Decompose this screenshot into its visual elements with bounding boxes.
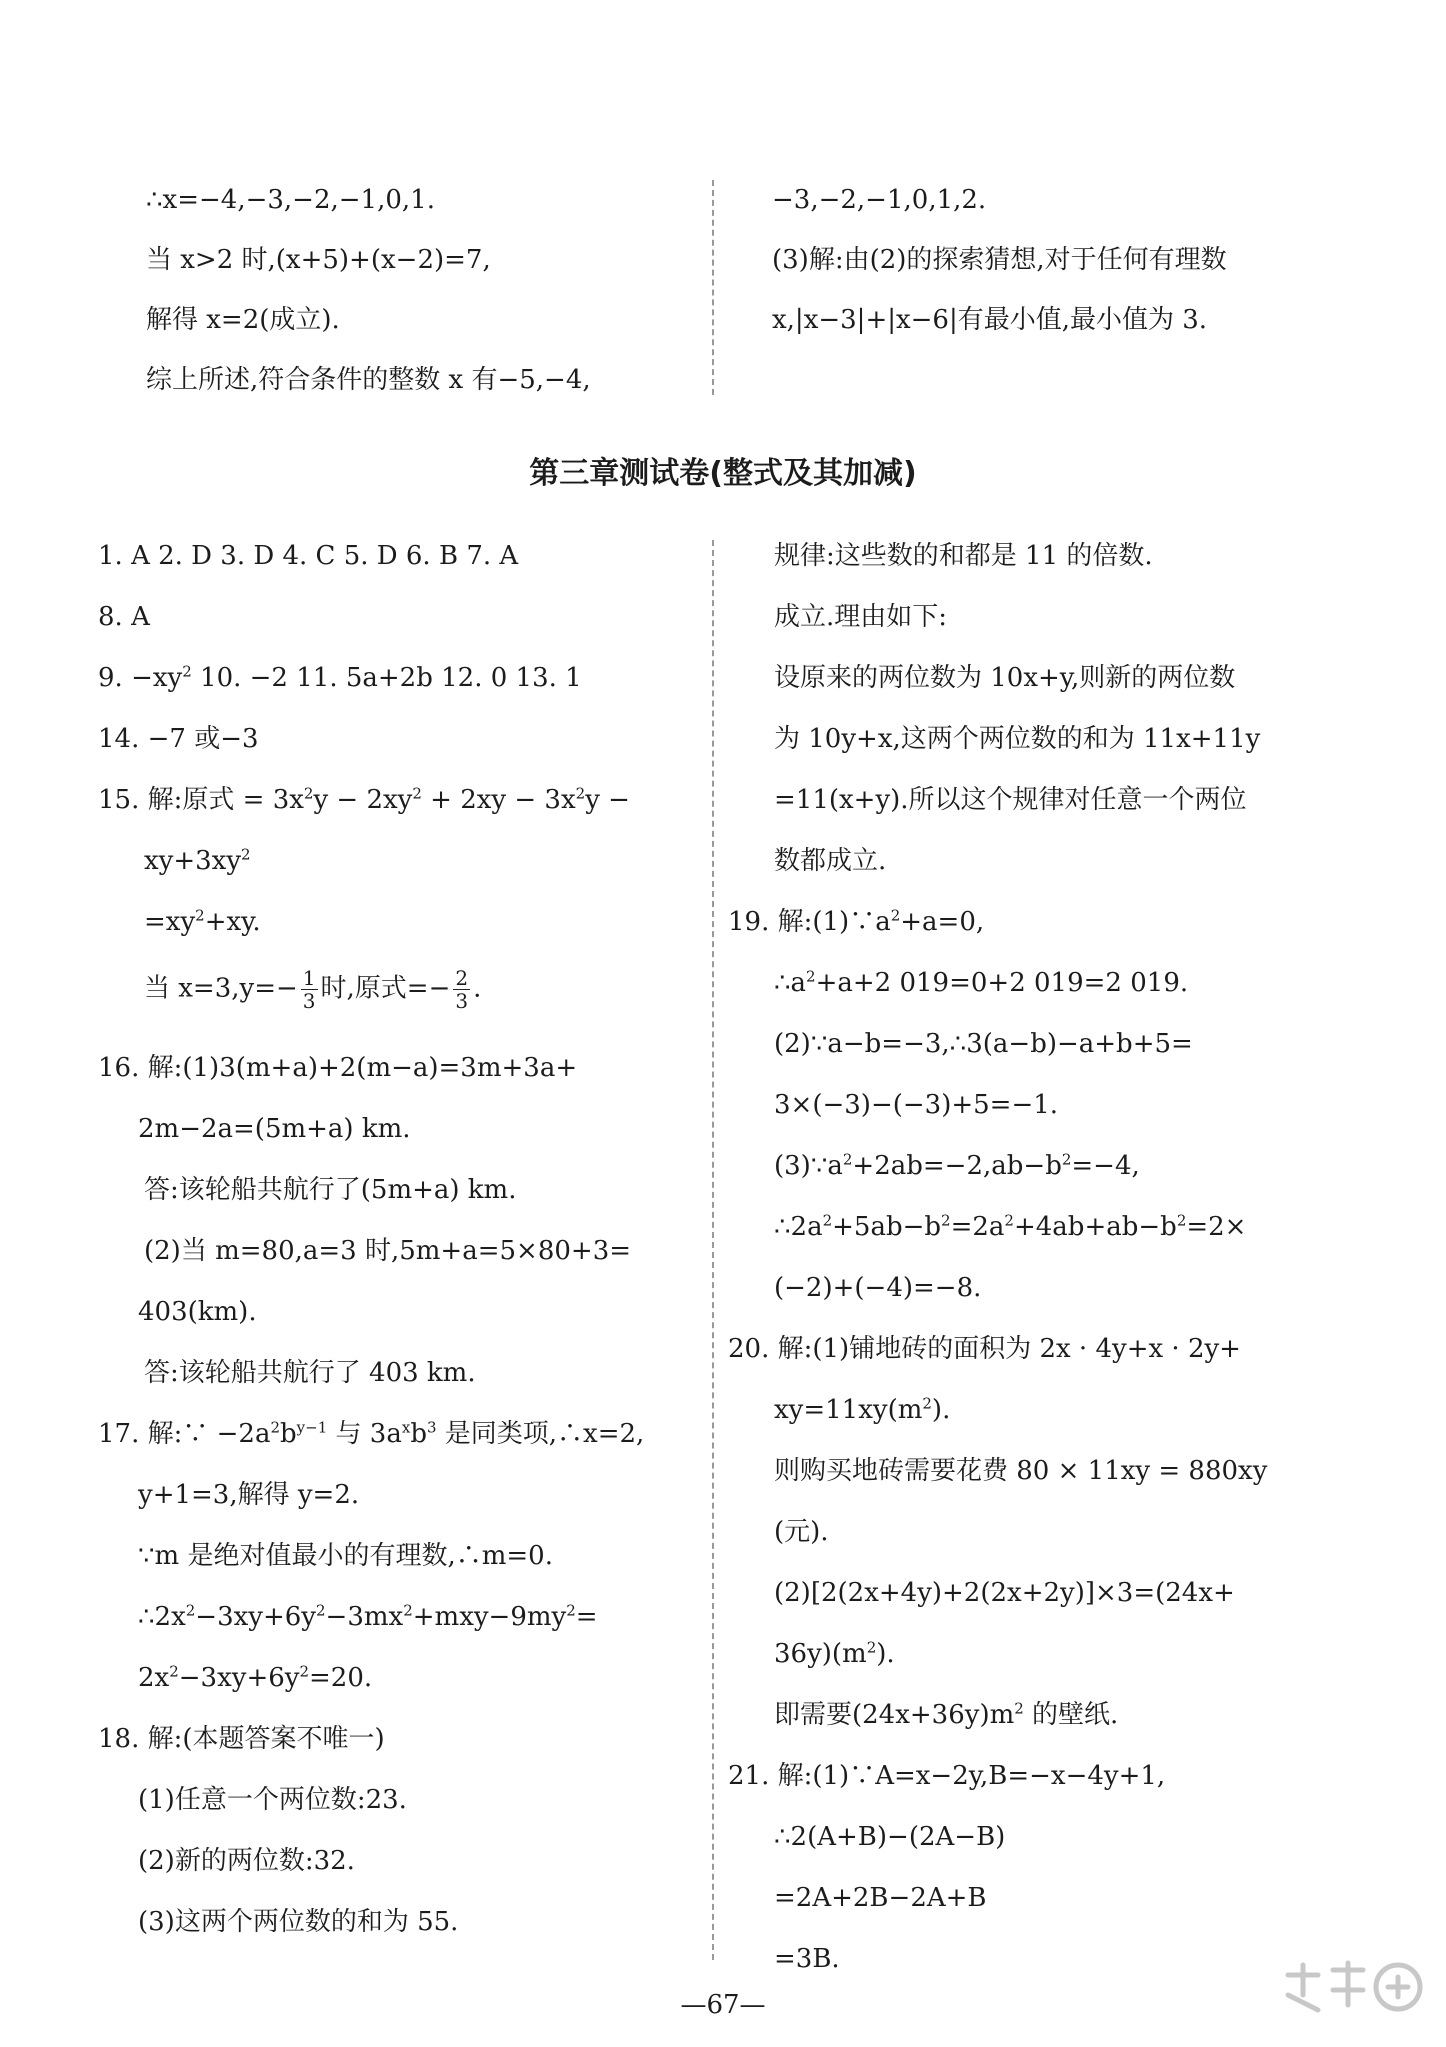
- text-line: $2x^2-3xy+6y^2=20$.: [138, 1662, 373, 1693]
- text-line: 答:该轮船共航行了(5m+a) km.: [144, 1175, 517, 1205]
- fraction: $\frac{1}{3}$: [302, 966, 316, 1013]
- text-line: (2)新的两位数:32.: [138, 1846, 355, 1876]
- text-line: 成立.理由如下:: [774, 602, 948, 632]
- fraction: $\frac{2}{3}$: [455, 966, 469, 1013]
- text-line: 1. A 2. D 3. D 4. C 5. D 6. B 7. A: [98, 541, 519, 571]
- text-line: (3)解:由(2)的探索猜想,对于任何有理数: [772, 245, 1227, 275]
- text-line: (−2)+(−4)=−8.: [774, 1273, 982, 1303]
- text-line: =11(x+y).所以这个规律对任意一个两位: [774, 785, 1247, 815]
- text-line: =2A+2B−2A+B: [774, 1883, 987, 1913]
- text-line: 数都成立.: [774, 846, 887, 876]
- text-line: 当 x>2 时,(x+5)+(x−2)=7,: [146, 245, 491, 275]
- text-line: ∴2(A+B)−(2A−B): [774, 1822, 1006, 1852]
- text-line: x,|x−3|+|x−6|有最小值,最小值为 3.: [772, 305, 1208, 335]
- text-line: 16. 解:(1)3(m+a)+2(m−a)=3m+3a+: [98, 1053, 578, 1083]
- text-line: 20. 解:(1)铺地砖的面积为 2x · 4y+x · 2y+: [728, 1334, 1241, 1364]
- watermark-logo: [1278, 1955, 1428, 2035]
- text-line: 18. 解:(本题答案不唯一): [98, 1724, 385, 1754]
- text-line: 为 10y+x,这两个两位数的和为 11x+11y: [774, 724, 1261, 754]
- text-line: 即需要$(24x+36y)m^2$ 的壁纸.: [774, 1699, 1119, 1730]
- text-line: $xy+3xy^2$: [144, 845, 251, 876]
- text-line: 9. $-xy^2$ 10. −2 11. 5a+2b 12. 0 13. 1: [98, 662, 582, 693]
- text-line: $=xy^2+xy$.: [144, 906, 261, 937]
- text-line: $\therefore 2a^2+5ab-b^2=2a^2+4ab+ab-b^2=2\times$: [774, 1211, 1247, 1242]
- text-line: 答:该轮船共航行了 403 km.: [144, 1358, 476, 1388]
- column-divider: [712, 540, 714, 1960]
- text-line: 17. 解:∵ $-2a^2b^{y-1}$ 与 $3a^xb^3$ 是同类项,∴x=2,: [98, 1418, 645, 1449]
- text-line: 则购买地砖需要花费 80 × 11xy = 880xy: [774, 1456, 1268, 1486]
- text-line: ∴x=−4,−3,−2,−1,0,1.: [146, 185, 435, 215]
- text-line: 19. 解$:(1)\because a^2+a=0$,: [728, 906, 985, 937]
- text-line: ∵m 是绝对值最小的有理数,∴m=0.: [138, 1541, 553, 1571]
- text-line: 21. 解:(1)∵A=x−2y,B=−x−4y+1,: [728, 1761, 1166, 1791]
- text-line: y+1=3,解得 y=2.: [138, 1480, 360, 1510]
- text-line: 规律:这些数的和都是 11 的倍数.: [774, 541, 1153, 571]
- text-line: $\therefore 2x^2-3xy+6y^2-3mx^2+mxy-9my^2=$: [138, 1601, 598, 1632]
- text-line: $\therefore a^2+a+2$ 019=0+2 019=2 019.: [774, 967, 1189, 998]
- text-line: 15. 解:原式 = $3x^2y - 2xy^2 + 2xy - 3x^2y$ −: [98, 784, 630, 815]
- text-line: =3B.: [774, 1944, 840, 1974]
- text-line: 设原来的两位数为 10x+y,则新的两位数: [774, 663, 1236, 693]
- text-line: (2)[2(2x+4y)+2(2x+2y)]×3=(24x+: [774, 1578, 1235, 1608]
- page-number: —67—: [680, 1990, 766, 2020]
- text-line: $36y)(m^2)$.: [774, 1638, 895, 1669]
- text-line: (1)任意一个两位数:23.: [138, 1785, 407, 1815]
- text-line: 当 x=3,y=− $\frac{1}{3}$ 时,原式=− $\frac{2}{3}$ .: [144, 966, 482, 1013]
- column-divider: [712, 180, 714, 395]
- chapter-title: 第三章测试卷(整式及其加减): [529, 456, 917, 491]
- text-line: (2)∵a−b=−3,∴3(a−b)−a+b+5=: [774, 1029, 1193, 1059]
- text-line: 8. A: [98, 602, 150, 632]
- text-line: −3,−2,−1,0,1,2.: [772, 185, 987, 215]
- text-line: 2m−2a=(5m+a) km.: [138, 1114, 411, 1144]
- text-line: (元).: [774, 1517, 829, 1547]
- text-line: (2)当 m=80,a=3 时,5m+a=5×80+3=: [144, 1236, 632, 1266]
- text-line: 3×(−3)−(−3)+5=−1.: [774, 1090, 1059, 1120]
- text-line: (3)这两个两位数的和为 55.: [138, 1907, 459, 1937]
- text-line: $xy=11xy(m^2)$.: [774, 1394, 951, 1425]
- text-line: 综上所述,符合条件的整数 x 有−5,−4,: [146, 365, 591, 395]
- text-line: 解得 x=2(成立).: [146, 305, 340, 335]
- text-line: 403(km).: [138, 1297, 257, 1327]
- text-line: $(3)\because a^2+2ab=-2,ab-b^2=-4$,: [774, 1150, 1140, 1181]
- text-line: 14. −7 或−3: [98, 724, 259, 754]
